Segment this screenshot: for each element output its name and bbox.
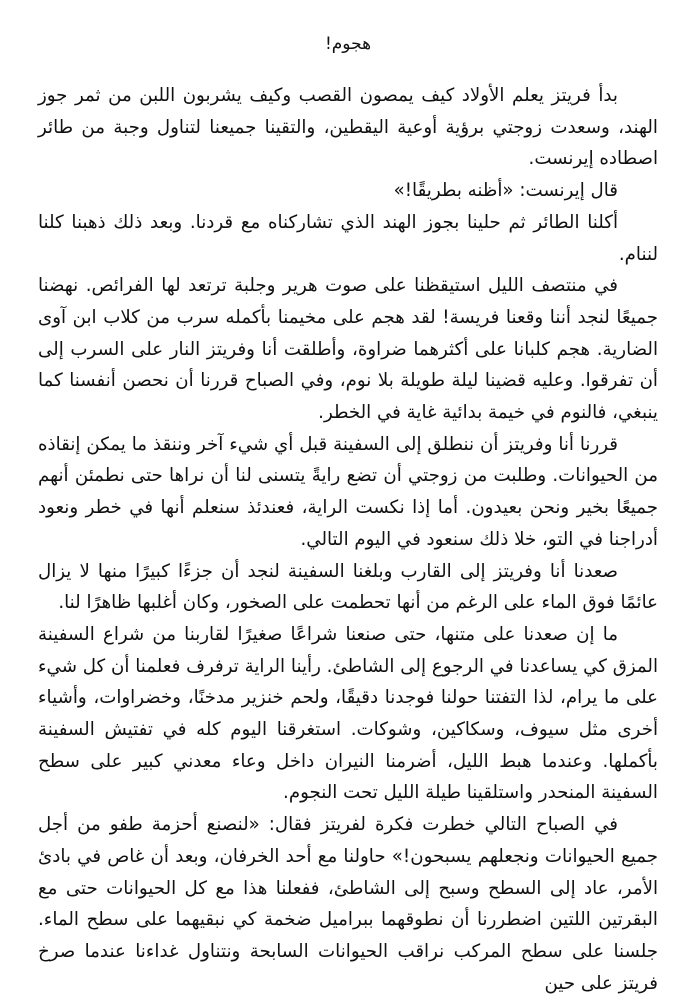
document-page [38, 28, 658, 999]
paragraph: قال إيرنست: «أظنه بطريقًا!» [393, 180, 618, 202]
paragraph: ما إن صعدنا على متنها، حتى صنعنا شراعًا صغيرًا لقاربنا من شراع السفينة المزق كي يساعدنا في الرجوع إلى الشاطئ. رأينا الراية ترفرف فعلمنا أن كل شيء على ما يرام، لذا التفتنا حولنا فوجدنا دقيقًا، ولحم خنزير مدخنًا، وخضراوات، وأشياء أخرى مثل سيوف، وسكاكين، وشوكات. استغرقنا اليوم كله في تفتيش السفينة بأكملها. وعندما هبط الليل، أضرمنا النيران داخل وعاء معدني كبير على سطح السفينة المنحدر واستلقينا طيلة الليل تحت النجوم. [38, 623, 658, 804]
paragraph: صعدنا أنا وفريتز إلى القارب وبلغنا السفينة لنجد أن جزءًا كبيرًا منها لا يزال عائمًا فوق الماء على الرغم من أنها تحطمت على الصخور، وكان أغلبها ظاهرًا لنا. [38, 560, 658, 614]
chapter-title: هجوم! [324, 34, 372, 54]
paragraph: بدأ فريتز يعلم الأولاد كيف يمصون القصب وكيف يشربون اللبن من ثمر جوز الهند، وسعدت زوجتي برؤية أوعية اليقطين، والتقينا جميعنا لتناول وجبة من طائر اصطاده إيرنست. [38, 85, 658, 170]
paragraph: في منتصف الليل استيقظنا على صوت هرير وجلبة ترتعد لها الفرائص. نهضنا جميعًا لنجد أننا وقعنا فريسة! لقد هجم على مخيمنا بأكمله سرب من كلاب ابن آوى الضارية. هجم كلبانا على أكثرهما ضراوة، وأطلقت أنا وفريتز النار على السرب إلى أن تفرقوا. وعليه قضينا ليلة طويلة بلا نوم، وفي الصباح قررنا أن نحصن أنفسنا كما ينبغي، فالنوم في خيمة بدائية غاية في الخطر. [38, 275, 658, 424]
paragraph: قررنا أنا وفريتز أن ننطلق إلى السفينة قبل أي شيء آخر وننقذ ما يمكن إنقاذه من الحيوانات. وطلبت من زوجتي أن تضع رايةً يتسنى لنا أن نراها حتى نطمئن أنهم جميعًا بخير ونحن بعيدون. أما إذا نكست الراية، فعندئذ سنعلم أنها في خطر ونعود أدراجنا في التو، خلا ذلك سنعود في اليوم التالي. [38, 433, 658, 550]
paragraph: في الصباح التالي خطرت فكرة لفريتز فقال: «لنصنع أحزمة طفو من أجل جميع الحيوانات ونجعلهم يسبحون!» حاولنا مع أحد الخرفان، وبعد أن غاص في بادئ الأمر، عاد إلى السطح وسبح إلى الشاطئ، ففعلنا هذا مع كل الحيوانات حتى مع البقرتين اللتين اضطررنا أن نطوقهما ببراميل ضخمة كي نبقيهما على سطح الماء. جلسنا على سطح المركب نراقب الحيوانات السابحة ونتناول غداءنا عندما صرخ فريتز على حين [38, 814, 658, 994]
paragraph: أكلنا الطائر ثم حلينا بجوز الهند الذي تشاركناه مع قردنا. وبعد ذلك ذهبنا كلنا لننام. [38, 211, 658, 265]
